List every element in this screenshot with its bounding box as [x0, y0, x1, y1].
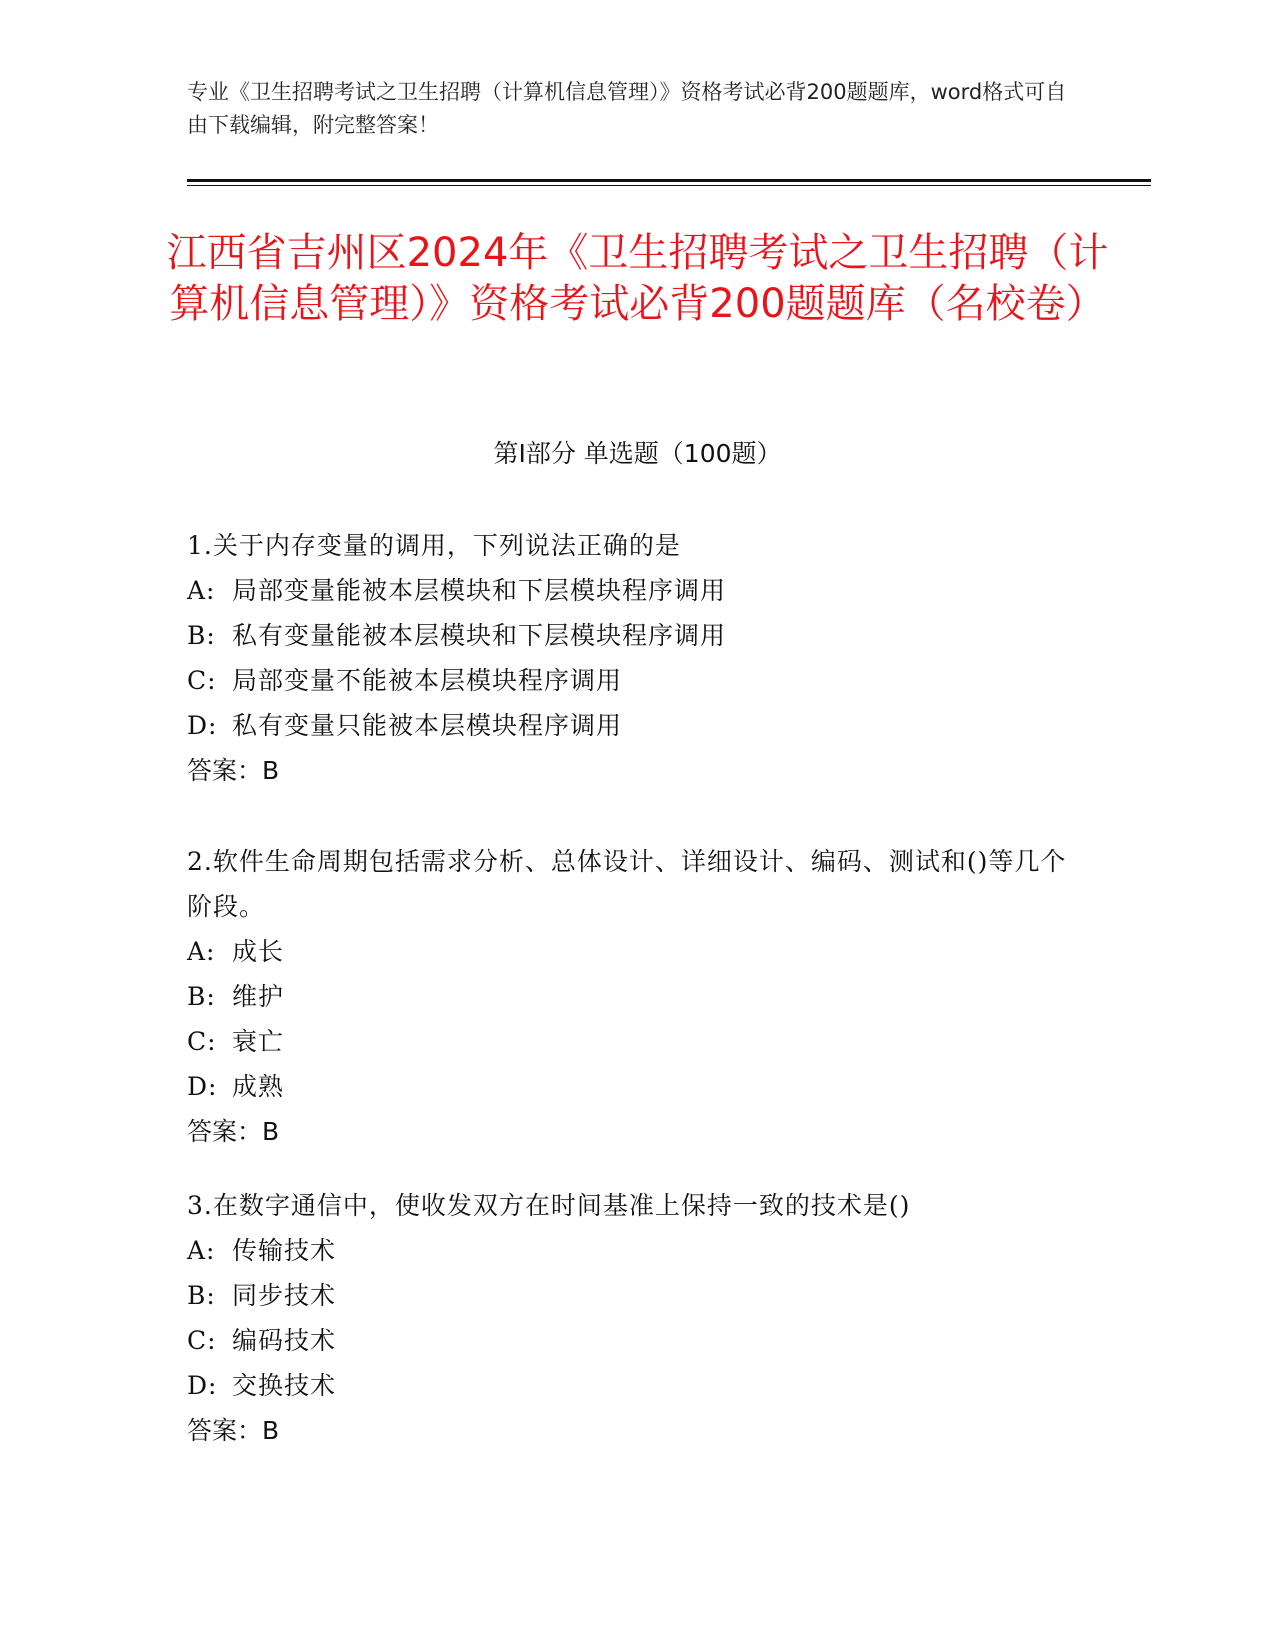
question-answer: 答案：B — [187, 1416, 280, 1445]
option-text: 同步技术 — [232, 1281, 337, 1310]
option-c — [187, 1318, 1087, 1363]
option-text: 传输技术 — [232, 1236, 337, 1265]
option-c — [187, 658, 1087, 703]
option-text: 交换技术 — [232, 1371, 337, 1400]
option-letter: A: — [187, 937, 216, 966]
option-letter: C: — [187, 666, 217, 695]
header-note: 专业《卫生招聘考试之卫生招聘（计算机信息管理）》资格考试必背200题题库，word格式可自由下载编辑，附完整答案！ — [187, 80, 1067, 137]
option-text: 局部变量不能被本层模块程序调用 — [232, 666, 623, 695]
option-letter: B: — [187, 621, 216, 650]
question-2 — [187, 839, 1087, 1154]
option-text: 局部变量能被本层模块和下层模块程序调用 — [232, 576, 727, 605]
header-divider-thick — [187, 179, 1151, 182]
option-a — [187, 929, 1087, 974]
option-b — [187, 1273, 1087, 1318]
option-b — [187, 613, 1087, 658]
option-c — [187, 1019, 1087, 1064]
question-stem: 2.软件生命周期包括需求分析、总体设计、详细设计、编码、测试和()等几个阶段。 — [187, 847, 1067, 921]
option-d — [187, 703, 1087, 748]
option-letter: A: — [187, 576, 216, 605]
option-d — [187, 1363, 1087, 1408]
option-b — [187, 974, 1087, 1019]
question-1 — [187, 523, 1087, 793]
option-text: 维护 — [232, 982, 285, 1011]
option-letter: D: — [187, 1072, 218, 1101]
question-answer: 答案：B — [187, 1117, 280, 1146]
question-answer: 答案：B — [187, 756, 280, 785]
option-a — [187, 568, 1087, 613]
option-a — [187, 1228, 1087, 1273]
option-text: 衰亡 — [232, 1027, 285, 1056]
option-letter: A: — [187, 1236, 216, 1265]
option-letter: B: — [187, 982, 216, 1011]
header-divider-thin — [187, 185, 1151, 186]
option-text: 成熟 — [232, 1072, 285, 1101]
question-stem: 3.在数字通信中，使收发双方在时间基准上保持一致的技术是() — [187, 1191, 911, 1220]
option-text: 成长 — [232, 937, 285, 966]
document-title: 江西省吉州区2024年《卫生招聘考试之卫生招聘（计算机信息管理）》资格考试必背200题题库（名校卷） — [166, 230, 1109, 327]
option-letter: D: — [187, 1371, 218, 1400]
option-letter: B: — [187, 1281, 216, 1310]
question-stem: 1.关于内存变量的调用，下列说法正确的是 — [187, 531, 681, 560]
option-text: 私有变量能被本层模块和下层模块程序调用 — [232, 621, 727, 650]
question-3 — [187, 1183, 1087, 1453]
option-letter: D: — [187, 711, 218, 740]
section-heading: 第Ⅰ部分 单选题（100题） — [493, 439, 782, 468]
option-letter: C: — [187, 1027, 217, 1056]
option-letter: C: — [187, 1326, 217, 1355]
option-text: 编码技术 — [232, 1326, 337, 1355]
option-d — [187, 1064, 1087, 1109]
option-text: 私有变量只能被本层模块程序调用 — [232, 711, 623, 740]
